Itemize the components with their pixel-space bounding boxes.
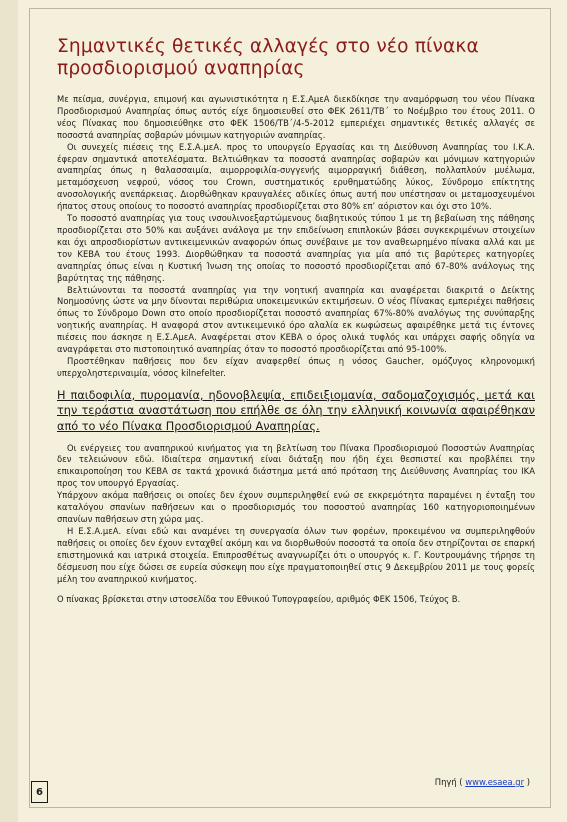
page-number: 6 <box>31 781 48 803</box>
paragraph-added-conditions: Προστέθηκαν παθήσεις που δεν είχαν αναφερθεί όπως η νόσος Gaucher, ομόζυγος κληρονομική υπερχοληστεριναιμία, νόσος kilnefelter. <box>57 355 535 378</box>
source-credit <box>435 777 530 787</box>
paragraph-pressure: Οι συνεχείς πιέσεις της Ε.Σ.Α.μεΑ. προς το υπουργείο Εργασίας και τη Διεύθυνση Αναπηρίας του Ι.Κ.Α. έφεραν σημαντικά αποτελέσματα. Βελτιώθηκαν τα ποσοστά αναπηρίας σοβαρών και μόνιμων κατηγοριών αναπηρίας όπως η θαλασσαιμία, αιμορροφιλία-συγγενής αιμορραγική διάθεση, πολλαπλούν μυέλωμα, μεταμόσχευση νεφρού, νόσος του Crown, συστηματικός ερυθηματώδης λύκος, Σύνδρομο επίκτητης ανοσολογικής ανεπάρκειας. Διορθώθηκαν κραυγαλέες αδικίες όπως αυτή που υπέστησαν οι μεταμοσχευμένοι ήπατος στους οποίους το ποσοστό αναπηρίας προσδιορίζεται στο 80% επ’ αόριστον και όχι στο 10%. <box>57 141 535 212</box>
paragraph-next-steps: Οι ενέργειες του αναπηρικού κινήματος για τη βελτίωση του Πίνακα Προσδιορισμού Ποσοστών Αναπηρίας δεν τελειώνουν εδώ. Ιδιαίτερα σημαντική είναι διάταξη που ήδη έχει θεσπιστεί και προβλέπει την επικαιροποίηση του ΚΕΒΑ σε τακτά χρονικά διάστημα μετά από πρόταση της Διεύθυνσης Αναπηρίας του ΙΚΑ προς τον υπουργό Εργασίας. <box>57 442 535 489</box>
paragraph-intro: Με πείσμα, συνέργια, επιμονή και αγωνιστικότητα η Ε.Σ.ΑμεΑ διεκδίκησε την αναμόρφωση του νέου Πίνακα Προσδιορισμού Αναπηρίας όπως αυτός είχε δημοσιευθεί στο ΦΕΚ 2611/ΤΒ΄ το Νοέμβριο του έτους 2011. Ο νέος Πίνακας που δημοσιεύθηκε στο ΦΕΚ 1506/ΤΒ΄/4-5-2012 εμπεριέχει σημαντικές θετικές αλλαγές σε ποσοστά αναπηρίας σοβαρών μόνιμων κατηγοριών αναπηρίας. <box>57 94 535 140</box>
paragraph-diabetes: Το ποσοστό αναπηρίας για τους ινσουλινοεξαρτώμενους διαβητικούς τύπου 1 με τη βεβαίωση της πάθησης προσδιορίζεται στο 50% και αυξάνει ανάλογα με την επιδείνωση επιπλοκών βάσει συγκεκριμένων στοιχείων και όχι απροσδιορίστων αντικειμενικών αναφορών όπως συνέβαινε με τον αναθεωρημένο πίνακα αλλά και με τον ΚΕΒΑ του έτους 1993. Διορθώθηκαν τα ποσοστά αναπηρίας για μία από τις βαρύτερες κατηγορίες αναπηρίας όπως είναι η Κυστική Ίνωση της οποίας το ποσοστό προσδιορίζεται από 67-80% ανάλογως της βαρύτητας της πάθησης. <box>57 213 535 283</box>
paragraph-cooperation: Η Ε.Σ.Α.μεΑ. είναι εδώ και αναμένει τη συνεργασία όλων των φορέων, προκειμένου να συμπεριληφθούν παθήσεις οι οποίες δεν έχουν ενταχθεί ακόμη και να διορθωθούν ποσοστά τα οποία δεν στηρίζονται σε επαρκή επιστημονικά και ιατρικά στοιχεία. Επιπροσθέτως αναγνωρίζει ότι ο υπουργός κ. Γ. Κουτρουμάνης τήρησε τη δέσμευση που είχε δώσει σε ευρεία σύσκεψη που είχε πραγματοποιηθεί στις 9 Δεκεμβρίου 2011 με τους φορείς μέλη του αναπηρικού κινήματος. <box>57 525 535 584</box>
article-title: Σημαντικές θετικές αλλαγές στο νέο πίνακα προσδιορισμού αναπηρίας <box>57 36 479 79</box>
paragraph-pending: Υπάρχουν ακόμα παθήσεις οι οποίες δεν έχουν συμπεριληφθεί ενώ σε εκκρεμότητα παραμένει η ένταξη του καταλόγου σπανίων παθήσεων και ο προσδιορισμός του ποσοστού αναπηρίας 160 κατηγοριοποιημένων σπανίων παθήσεων στη χώρα μας. <box>57 490 535 524</box>
source-prefix: Πηγή ( <box>434 777 463 787</box>
source-link[interactable]: www.esaea.gr <box>465 777 525 787</box>
closing-note: Ο πίνακας βρίσκεται στην ιστοσελίδα του Εθνικού Τυπογραφείου, αριθμός ΦΕΚ 1506, Τεύχος Β. <box>57 594 461 605</box>
section-heading: Η παιδοφιλία, πυρομανία, ηδονοβλεψία, επιδειξιομανία, σαδομαζοχισμός, μετά και την τεράστια αναστάτωση που επήλθε σε όλη την ελληνική κοινωνία αφαιρέθηκαν από το νέο Πίνακα Προσδιορισμού Αναπηρίας. <box>57 388 535 433</box>
paragraph-intellectual-disability: Βελτιώνονται τα ποσοστά αναπηρίας για την νοητική αναπηρία και αναφέρεται διακριτά ο Δείκτης Νοημοσύνης ώστε να μην δίνονται περιθώρια υποκειμενικών εκτιμήσεων. Ο νέος Πίνακας εμπεριέχει παθήσεις όπως το Σύνδρομο Down στο οποίο προσδιορίζεται ποσοστό αναπηρίας 67%-80% αναλόγως της συνύπαρξης νοητικής αναπηρίας. Η αναφορά στον αντικειμενικό όρο αλαλία εκ κωφώσεως αφαιρέθηκε μετά τις έντονες πιέσεις που άσκησε η Ε.Σ.ΑμεΑ. Αναφέρεται στον ΚΕΒΑ ο όρος ολικά τυφλός και υπάρχει σαφής οδηγία να αναγράφεται στο πιστοποιητικό αναπηρίας όταν το ποσοστό προσδιορίζεται από 95-100%. <box>57 284 535 355</box>
page-margin-strip <box>0 0 18 822</box>
article <box>57 36 535 605</box>
source-suffix: ) <box>526 777 530 787</box>
